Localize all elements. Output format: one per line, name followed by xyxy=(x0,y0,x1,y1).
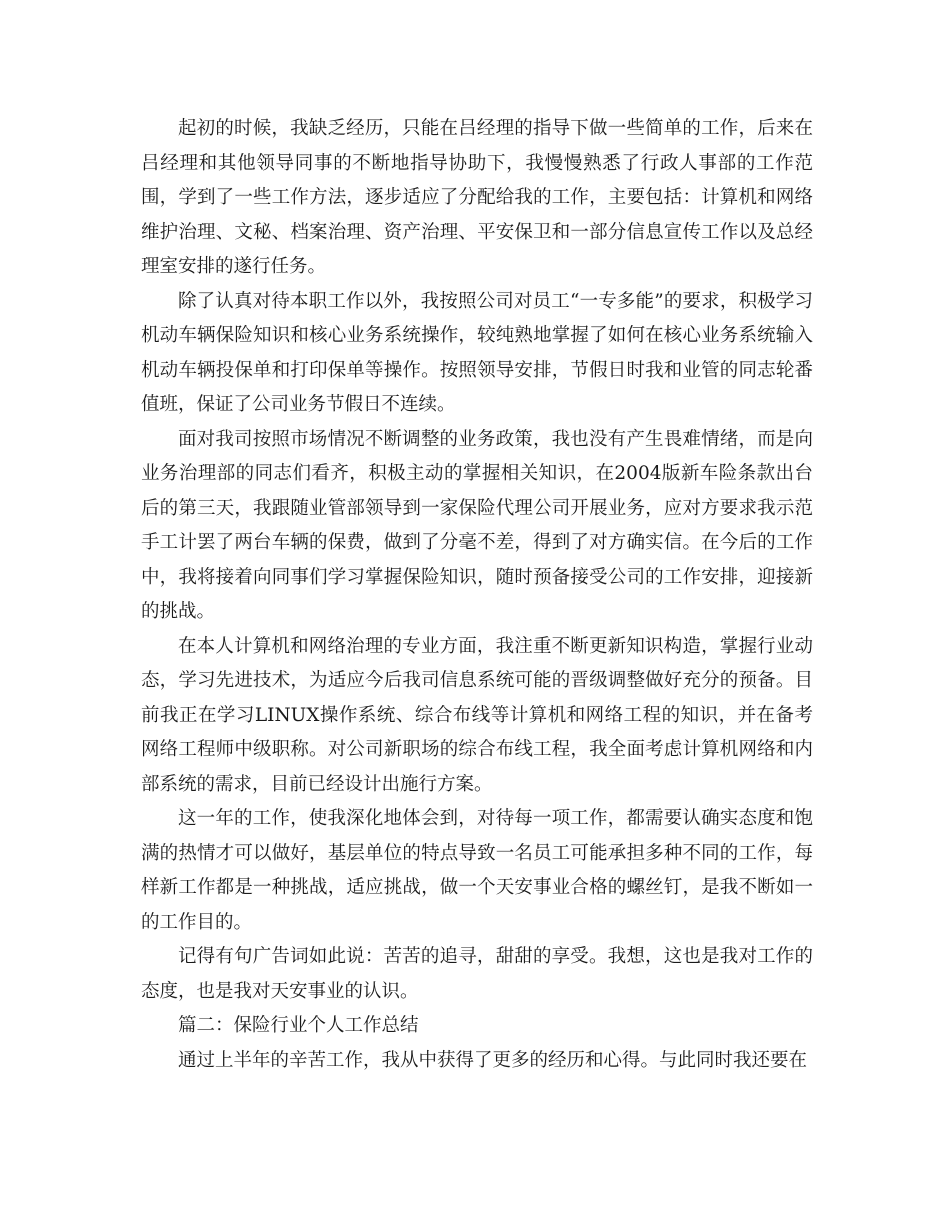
paragraph-5: 这一年的工作，使我深化地体会到，对待每一项工作，都需要认确实态度和饱满的热情才可以做好，基层单位的特点导致一名员工可能承担多种不同的工作，每样新工作都是一种挑战，适应挑战，做一个天安事业合格的螺丝钉，是我不断如一的工作目的。 xyxy=(141,808,813,933)
paragraph-1: 起初的时候，我缺乏经历，只能在吕经理的指导下做一些简单的工作，后来在吕经理和其他领导同事的不断地指导协助下，我慢慢熟悉了行政人事部的工作范围，学到了一些工作方法，逐步适应了分配给我的工作，主要包括：计算机和网络维护治理、文秘、档案治理、资产治理、平安保卫和一部分信息宣传工作以及总经理室安排的遂行任务。 xyxy=(141,118,813,277)
paragraph-2: 除了认真对待本职工作以外，我按照公司对员工“一专多能”的要求，积极学习机动车辆保险知识和核心业务系统操作，较纯熟地掌握了如何在核心业务系统输入机动车辆投保单和打印保单等操作。按照领导安排，节假日时我和业管的同志轮番值班，保证了公司业务节假日不连续。 xyxy=(141,290,813,415)
paragraph-3: 面对我司按照市场情况不断调整的业务政策，我也没有产生畏难情绪，而是向业务治理部的同志们看齐，积极主动的掌握相关知识，在2004版新车险条款出台后的第三天，我跟随业管部领导到一家保险代理公司开展业务，应对方要求我示范手工计罢了两台车辆的保费，做到了分毫不差，得到了对方确实信。在今后的工作中，我将接着向同事们学习掌握保险知识，随时预备接受公司的工作安排，迎接新的挑战。 xyxy=(141,428,813,622)
paragraph-4: 在本人计算机和网络治理的专业方面，我注重不断更新知识构造，掌握行业动态，学习先进技术，为适应今后我司信息系统可能的晋级调整做好充分的预备。目前我正在学习LINUX操作系统、综合布线等计算机和网络工程的知识，并在备考网络工程师中级职称。对公司新职场的综合布线工程，我全面考虑计算机网络和内部系统的需求，目前已经设计出施行方案。 xyxy=(141,635,813,795)
paragraph-7: 通过上半年的辛苦工作，我从中获得了更多的经历和心得。与此同时我还要在 xyxy=(178,1049,808,1071)
section-heading: 篇二：保险行业个人工作总结 xyxy=(178,1015,419,1036)
document-body xyxy=(141,112,813,1078)
paragraph-6: 记得有句广告词如此说：苦苦的追寻，甜甜的享受。我想，这也是我对工作的态度，也是我对天安事业的认识。 xyxy=(141,946,813,1002)
